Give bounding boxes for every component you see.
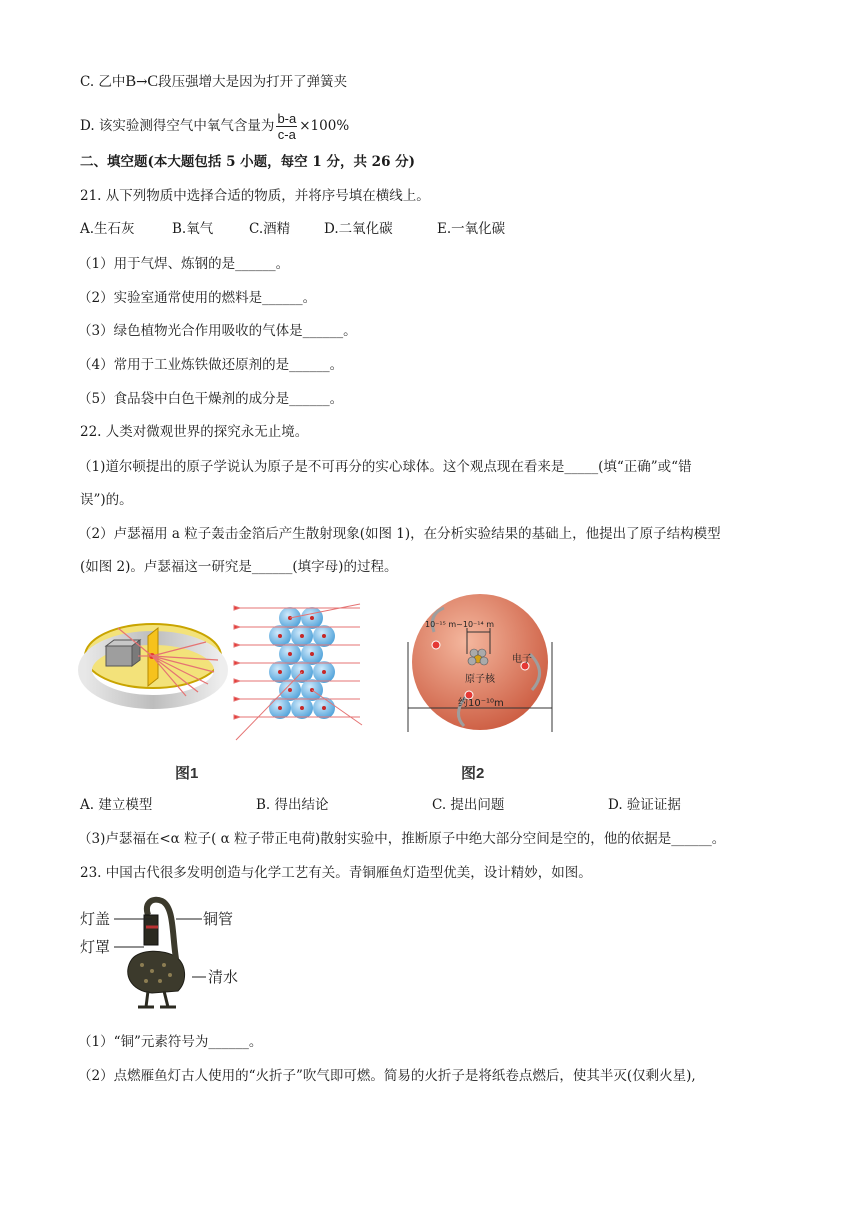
q22-stem: 22. 人类对微观世界的探究永无止境。: [80, 424, 309, 440]
choice: C.酒精: [249, 221, 291, 237]
q23-stem: 23. 中国古代很多发明创造与化学工艺有关。青铜雁鱼灯造型优美，设计精妙，如图。: [80, 865, 592, 881]
q21-item: （4）常用于工业炼铁做还原剂的是______。: [78, 357, 344, 373]
choice: B.氧气: [172, 221, 214, 237]
atom-size-label: 约10⁻¹⁰m: [458, 698, 504, 709]
clear-water-label: 清水: [208, 968, 239, 986]
scattering-apparatus-figure: [78, 598, 228, 728]
fraction: $\frac{b-a}{c-a}$: [277, 111, 297, 142]
q22-part2-cont: (如图 2)。卢瑟福这一研究是______(填字母)的过程。: [80, 559, 398, 575]
q22-choices: [80, 795, 681, 815]
q22-part1: （1)道尔顿提出的原子学说认为原子是不可再分的实心球体。这个观点现在看来是_____(填“正确”或“错: [78, 459, 692, 475]
atom-model-figure: [404, 592, 559, 742]
choice: D.二氧化碳: [324, 221, 393, 237]
choice: B. 得出结论: [256, 797, 329, 813]
choice: D. 验证证据: [608, 797, 681, 813]
section-title: 二、填空题(本大题包括 5 小题，每空 1 分，共 26 分): [80, 154, 416, 170]
q22-part1-cont: 误”)的。: [80, 492, 133, 508]
q21-item: （1）用于气焊、炼钢的是______。: [78, 256, 290, 272]
gold-atom-scattering-figure: [232, 600, 367, 745]
electron-label: 电子: [512, 654, 532, 665]
q21-item: （3）绿色植物光合作用吸收的气体是______。: [78, 323, 357, 339]
q21-stem: 21. 从下列物质中选择合适的物质，并将序号填在横线上。: [80, 188, 430, 204]
choice: A.生石灰: [80, 221, 135, 237]
q20-option-d: D. 该实验测得空气中氧气含量为 $\frac{b-a}{c-a}$ ×100%: [80, 111, 350, 142]
q21-choices: [80, 219, 505, 239]
figure-2-caption: 图2: [461, 765, 485, 782]
q22-part2: （2）卢瑟福用 a 粒子轰击金箔后产生散射现象(如图 1)，在分析实验结果的基础上，他提出了原子结构模型: [78, 526, 721, 542]
choice: A. 建立模型: [80, 797, 153, 813]
lamp-leader-lines: [80, 905, 240, 985]
nucleus-size-label: 10⁻¹⁵ m~10⁻¹⁴ m: [425, 620, 495, 629]
q20-option-c: C. 乙中B→C段压强增大是因为打开了弹簧夹: [80, 73, 348, 90]
q21-item: （5）食品袋中白色干燥剂的成分是______。: [78, 391, 344, 407]
q22-part3: （3)卢瑟福在<α 粒子( α 粒子带正电荷)散射实验中，推断原子中绝大部分空间是空的，他的依据是______。: [78, 831, 726, 847]
copper-pipe-label: 铜管: [203, 910, 234, 928]
q21-item: （2）实验室通常使用的燃料是______。: [78, 290, 317, 306]
nucleus-label: 原子核: [465, 674, 495, 685]
choice: E.一氧化碳: [437, 221, 506, 237]
lamp-shade-label: 灯罩: [80, 938, 111, 956]
q23-part2: （2）点燃雁鱼灯古人使用的“火折子”吹气即可燃。简易的火折子是将纸卷点燃后，使其半灭(仅剩火星),: [78, 1068, 696, 1084]
lamp-lid-label: 灯盖: [80, 910, 111, 928]
figure-1-caption: 图1: [175, 765, 199, 782]
q23-part1: （1）“铜”元素符号为______。: [78, 1034, 263, 1050]
choice: C. 提出问题: [432, 797, 505, 813]
